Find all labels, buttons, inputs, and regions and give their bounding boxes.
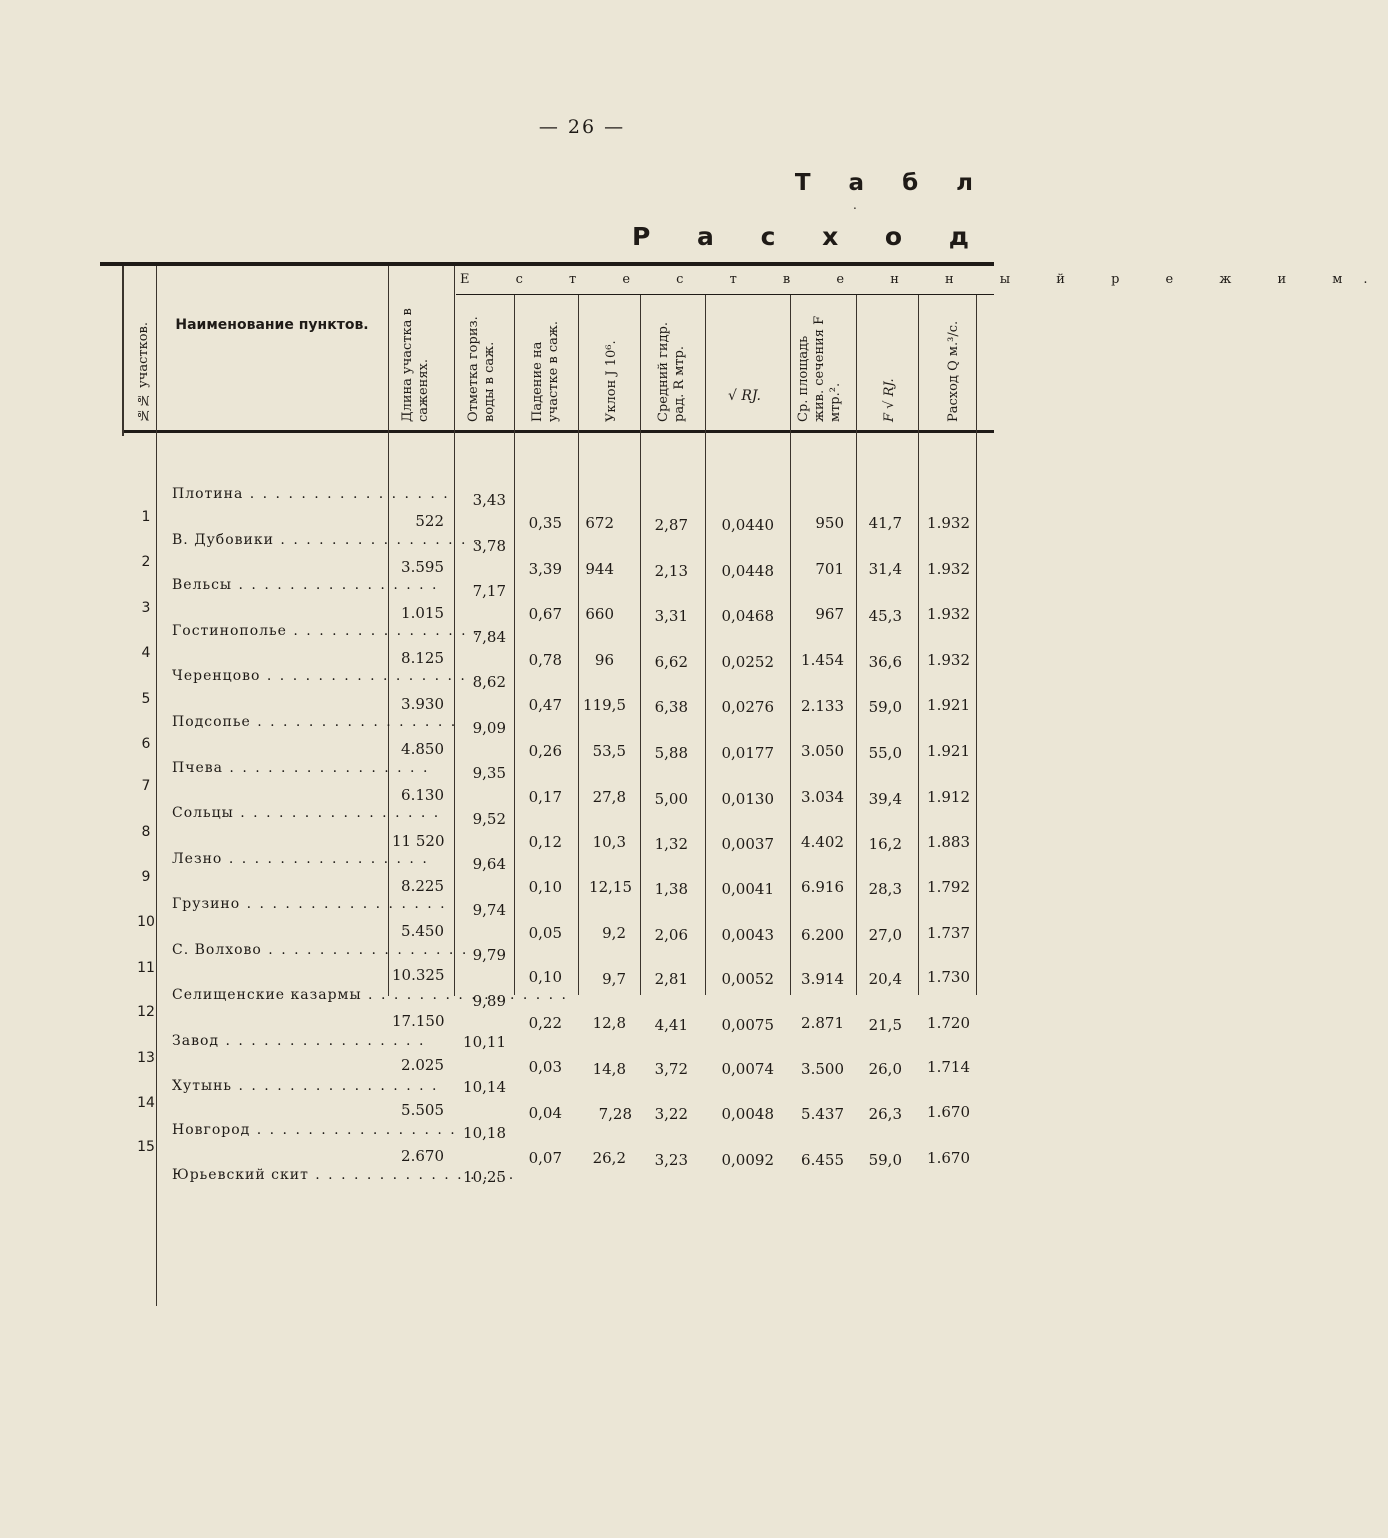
point-name: Лезно . . . (172, 851, 384, 867)
segment-area: 6.200 (801, 926, 844, 944)
point-elev: 9,64 (472, 855, 506, 873)
segment-fsqrt: 41,7 (868, 514, 902, 532)
col-rule (122, 266, 124, 436)
segment-slope: 7,28 (598, 1105, 632, 1123)
segment-sqrt: 0,0440 (721, 516, 774, 534)
header-radius: Средний гидр. рад. R мтр. (656, 321, 687, 422)
segment-length: 17.150 (392, 1012, 445, 1030)
point-name: Грузино . . . (172, 896, 384, 912)
point-name: Сольцы . . . (172, 805, 384, 821)
segment-radius: 1,32 (654, 835, 688, 853)
segment-fsqrt: 39,4 (868, 790, 902, 808)
segment-fall: 0,12 (528, 833, 562, 851)
segment-fall: 0,03 (528, 1058, 562, 1076)
segment-length: 2.670 (401, 1147, 444, 1165)
segment-fall: 0,47 (528, 696, 562, 714)
col-rule (976, 295, 977, 995)
segment-area: 3.050 (801, 742, 844, 760)
segment-radius: 6,62 (654, 653, 688, 671)
point-elev: 10,18 (463, 1124, 506, 1142)
segment-fsqrt: 59,0 (868, 1151, 902, 1169)
segment-sqrt: 0,0075 (721, 1016, 774, 1034)
segment-slope: 26,2 (592, 1149, 626, 1167)
point-name: Хутынь . . . (172, 1078, 384, 1094)
segment-area: 3.914 (801, 970, 844, 988)
segment-fsqrt: 31,4 (868, 560, 902, 578)
point-elev: 9,35 (472, 764, 506, 782)
segment-fsqrt: 26,0 (868, 1060, 902, 1078)
header-elev: Отметка гориз. воды в саж. (466, 316, 497, 422)
point-elev: 3,43 (472, 491, 506, 509)
segment-flow: 1.932 (927, 651, 970, 669)
segment-sqrt: 0,0048 (721, 1105, 774, 1123)
col-rule (514, 295, 515, 995)
segment-fall: 0,35 (528, 514, 562, 532)
segment-slope: 672 (585, 514, 614, 532)
header-bottom-rule (122, 430, 994, 433)
segment-slope: 12,8 (592, 1014, 626, 1032)
point-name: Вельсы . . . (172, 577, 384, 593)
segment-radius: 5,00 (654, 790, 688, 808)
segment-radius: 1,38 (654, 880, 688, 898)
point-elev: 8,62 (472, 673, 506, 691)
segment-radius: 3,22 (654, 1105, 688, 1123)
segment-length: 3.930 (401, 695, 444, 713)
segment-number: 1 (141, 509, 151, 525)
segment-fall: 0,22 (528, 1014, 562, 1032)
segment-slope: 9,7 (602, 970, 626, 988)
point-elev: 10,11 (463, 1033, 506, 1051)
segment-length: 2.025 (401, 1056, 444, 1074)
point-elev: 9,09 (472, 719, 506, 737)
segment-length: 8.125 (401, 649, 444, 667)
point-elev: 3,78 (472, 537, 506, 555)
segment-number: 4 (141, 645, 151, 661)
segment-fall: 3,39 (528, 560, 562, 578)
segment-fall: 0,10 (528, 968, 562, 986)
point-elev: 9,79 (472, 946, 506, 964)
segment-flow: 1.792 (927, 878, 970, 896)
segment-flow: 1.670 (927, 1103, 970, 1121)
heading-dot: . (853, 198, 857, 212)
segment-slope: 27,8 (592, 788, 626, 806)
segment-number: 12 (137, 1004, 155, 1020)
point-name: В. Дубовики . . . (172, 532, 384, 548)
segment-fall: 0,26 (528, 742, 562, 760)
segment-fsqrt: 28,3 (868, 880, 902, 898)
segment-number: 14 (137, 1095, 155, 1111)
segment-radius: 6,38 (654, 698, 688, 716)
segment-fsqrt: 55,0 (868, 744, 902, 762)
segment-flow: 1.932 (927, 514, 970, 532)
point-name: Черенцово . . . (172, 668, 384, 684)
segment-radius: 2,06 (654, 926, 688, 944)
segment-area: 950 (815, 514, 844, 532)
point-elev: 10,25 (463, 1168, 506, 1186)
segment-flow: 1.720 (927, 1014, 970, 1032)
segment-number: 11 (137, 960, 155, 976)
segment-length: 4.850 (401, 740, 444, 758)
segment-area: 3.034 (801, 788, 844, 806)
segment-number: 2 (141, 554, 151, 570)
segment-flow: 1.932 (927, 605, 970, 623)
segment-slope: 119,5 (583, 696, 626, 714)
segment-area: 701 (815, 560, 844, 578)
segment-area: 3.500 (801, 1060, 844, 1078)
segment-sqrt: 0,0252 (721, 653, 774, 671)
segment-fsqrt: 16,2 (868, 835, 902, 853)
point-elev: 10,14 (463, 1078, 506, 1096)
segment-length: 5.505 (401, 1101, 444, 1119)
segment-slope: 10,3 (592, 833, 626, 851)
segment-slope: 9,2 (602, 924, 626, 942)
header-fall: Падение на участке в саж. (530, 321, 561, 422)
point-name: Селищенские казармы . . . (172, 987, 384, 1003)
segment-fsqrt: 27,0 (868, 926, 902, 944)
point-name: Гостинополье . . . (172, 623, 384, 639)
segment-area: 4.402 (801, 833, 844, 851)
point-elev: 7,17 (472, 582, 506, 600)
segment-slope: 660 (585, 605, 614, 623)
point-name: Пчева . . . (172, 760, 384, 776)
point-name: Новгород . . . (172, 1122, 384, 1138)
header-area: Ср. площадь жив. сечения F мтр.². (796, 315, 843, 422)
segment-flow: 1.714 (927, 1058, 970, 1076)
col-rule (856, 295, 857, 995)
header-length: Длина участка в саженях. (400, 308, 431, 422)
segment-slope: 14,8 (592, 1060, 626, 1078)
segment-fall: 0,04 (528, 1104, 562, 1122)
page-number: — 26 — (538, 116, 626, 138)
segment-number: 7 (141, 778, 151, 794)
segment-length: 10.325 (392, 966, 445, 984)
regime-label: Е с т е с т в е н н ы й р е ж и м. (460, 272, 1388, 287)
segment-fsqrt: 20,4 (868, 970, 902, 988)
segment-fall: 0,78 (528, 651, 562, 669)
segment-length: 3.595 (401, 558, 444, 576)
heading-table: Т а б л (794, 170, 988, 196)
segment-radius: 5,88 (654, 744, 688, 762)
header-num: №№ участков. (136, 321, 151, 422)
segment-flow: 1.883 (927, 833, 970, 851)
point-elev: 7,84 (472, 628, 506, 646)
segment-fall: 0,05 (528, 924, 562, 942)
col-rule (918, 295, 919, 995)
segment-flow: 1.737 (927, 924, 970, 942)
point-name: С. Волхово . . . (172, 942, 384, 958)
segment-slope: 96 (594, 651, 614, 669)
segment-flow: 1.932 (927, 560, 970, 578)
segment-number: 13 (137, 1050, 155, 1066)
segment-fall: 0,17 (528, 788, 562, 806)
header-slope: Уклон J 10⁶. (604, 340, 619, 422)
segment-length: 11 520 (392, 832, 445, 850)
segment-fsqrt: 21,5 (868, 1016, 902, 1034)
regime-rule (456, 294, 994, 295)
segment-sqrt: 0,0043 (721, 926, 774, 944)
segment-length: 8.225 (401, 877, 444, 895)
header-sqrt: √ RJ. (728, 388, 761, 404)
segment-number: 15 (137, 1139, 155, 1155)
segment-sqrt: 0,0448 (721, 562, 774, 580)
top-rule (100, 262, 994, 266)
segment-fall: 0,07 (528, 1149, 562, 1167)
segment-area: 2.871 (801, 1014, 844, 1032)
segment-number: 10 (137, 914, 155, 930)
segment-radius: 3,72 (654, 1060, 688, 1078)
segment-radius: 4,41 (654, 1016, 688, 1034)
header-flow: Расход Q м.³/с. (946, 320, 961, 422)
segment-area: 6.916 (801, 878, 844, 896)
segment-number: 3 (141, 600, 151, 616)
point-elev: 9,74 (472, 901, 506, 919)
segment-sqrt: 0,0276 (721, 698, 774, 716)
segment-number: 5 (141, 691, 151, 707)
segment-radius: 3,31 (654, 607, 688, 625)
heading-rashod: Р а с х о д (631, 222, 988, 251)
segment-sqrt: 0,0052 (721, 970, 774, 988)
segment-area: 2.133 (801, 697, 844, 715)
segment-sqrt: 0,0041 (721, 880, 774, 898)
segment-slope: 12,15 (589, 878, 632, 896)
segment-length: 5.450 (401, 922, 444, 940)
col-rule (578, 295, 579, 995)
segment-sqrt: 0,0074 (721, 1060, 774, 1078)
segment-length: 6.130 (401, 786, 444, 804)
segment-area: 967 (815, 605, 844, 623)
col-rule (705, 295, 706, 995)
segment-area: 6.455 (801, 1151, 844, 1169)
segment-flow: 1.921 (927, 696, 970, 714)
segment-number: 9 (141, 869, 151, 885)
segment-fsqrt: 26,3 (868, 1105, 902, 1123)
segment-fsqrt: 36,6 (868, 653, 902, 671)
col-rule (790, 295, 791, 995)
header-name: Наименование пунктов. (175, 317, 369, 333)
segment-sqrt: 0,0130 (721, 790, 774, 808)
segment-area: 1.454 (801, 651, 844, 669)
point-name: Юрьевский скит . . . (172, 1167, 384, 1183)
segment-sqrt: 0,0092 (721, 1151, 774, 1169)
segment-number: 6 (141, 736, 151, 752)
segment-radius: 2,87 (654, 516, 688, 534)
segment-flow: 1.730 (927, 968, 970, 986)
segment-length: 1.015 (401, 604, 444, 622)
point-elev: 9,52 (472, 810, 506, 828)
segment-flow: 1.670 (927, 1149, 970, 1167)
segment-radius: 3,23 (654, 1151, 688, 1169)
point-name: Подсопье . . . (172, 714, 384, 730)
segment-length: 522 (415, 512, 444, 530)
segment-sqrt: 0,0177 (721, 744, 774, 762)
segment-flow: 1.912 (927, 788, 970, 806)
point-name: Плотина . . . (172, 486, 384, 502)
segment-sqrt: 0,0468 (721, 607, 774, 625)
header-fsqrt: F √ RJ. (882, 378, 897, 422)
point-elev: 9,89 (472, 992, 506, 1010)
segment-sqrt: 0,0037 (721, 835, 774, 853)
segment-radius: 2,13 (654, 562, 688, 580)
segment-fall: 0,67 (528, 605, 562, 623)
segment-fall: 0,10 (528, 878, 562, 896)
segment-number: 8 (141, 824, 151, 840)
point-name: Завод . . . (172, 1033, 384, 1049)
segment-fsqrt: 45,3 (868, 607, 902, 625)
segment-slope: 944 (585, 560, 614, 578)
segment-slope: 53,5 (592, 742, 626, 760)
col-rule (640, 295, 641, 995)
segment-area: 5.437 (801, 1105, 844, 1123)
segment-radius: 2,81 (654, 970, 688, 988)
segment-flow: 1.921 (927, 742, 970, 760)
segment-fsqrt: 59,0 (868, 698, 902, 716)
